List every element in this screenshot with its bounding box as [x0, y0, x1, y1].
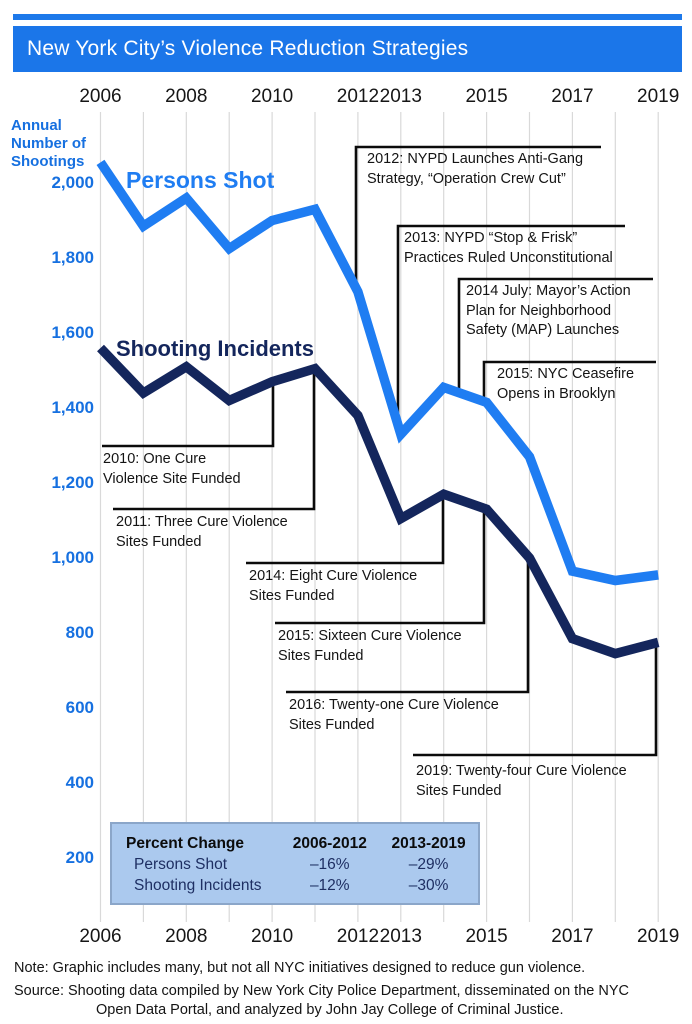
series-label-persons-shot: Persons Shot	[126, 167, 275, 193]
annotation-text-line: Practices Ruled Unconstitutional	[404, 249, 613, 266]
y-tick-2000: 2,000	[51, 173, 94, 192]
page-title: New York City’s Violence Reduction Strategies	[27, 37, 469, 60]
annotation-text-line: Sites Funded	[416, 782, 502, 799]
table-row	[112, 854, 478, 875]
table-header-label: Percent Change	[126, 834, 245, 852]
table-header-2013-2019: 2013-2019	[391, 834, 466, 852]
y-tick-800: 800	[65, 623, 94, 642]
annotation-text-line: 2013: NYPD “Stop & Frisk”	[404, 230, 578, 246]
table-row-label: Persons Shot	[134, 855, 228, 873]
annotation-text-line: Sites Funded	[278, 647, 364, 664]
annotation-2012-crew-cut	[367, 150, 583, 189]
annotation-text-line: 2016: Twenty-one Cure Violence	[289, 697, 499, 713]
percent-change-table	[110, 822, 480, 905]
annotation-text-line: Opens in Brooklyn	[497, 385, 616, 402]
y-axis-title: Annual Number of Shootings	[11, 117, 86, 170]
x-tick-top-2013: 2013	[379, 86, 422, 107]
annotation-2011-three-cure	[116, 513, 288, 552]
y-tick-1600: 1,600	[51, 323, 94, 342]
y-tick-1200: 1,200	[51, 473, 94, 492]
series-label-shooting-incidents: Shooting Incidents	[116, 336, 314, 361]
note-text: Note: Graphic includes many, but not all NYC initiatives designed to reduce gun violence.	[14, 960, 586, 976]
annotation-2014-map-launches	[466, 282, 631, 341]
x-tick-bottom-2019: 2019	[637, 926, 680, 947]
y-tick-200: 200	[65, 848, 94, 867]
table-row-label: Shooting Incidents	[134, 876, 262, 894]
x-tick-bottom-2015: 2015	[465, 926, 508, 947]
annotation-text-line: 2015: NYC Ceasefire	[497, 366, 635, 382]
x-tick-top-2017: 2017	[551, 86, 594, 107]
annotation-2015-sixteen-cure	[278, 627, 462, 666]
x-tick-bottom-2006: 2006	[79, 926, 122, 947]
x-tick-bottom-2010: 2010	[250, 926, 294, 947]
annotation-2013-stop-frisk	[404, 229, 613, 268]
annotation-2010-one-cure	[103, 450, 241, 489]
annotation-text-line: Plan for Neighborhood	[466, 302, 612, 319]
table-row	[112, 875, 478, 896]
x-tick-top-2006: 2006	[79, 86, 122, 107]
annotation-text-line: Strategy, “Operation Crew Cut”	[367, 170, 566, 187]
annotation-text-line: 2015: Sixteen Cure Violence	[278, 628, 462, 644]
y-tick-400: 400	[65, 773, 94, 792]
y-tick-1400: 1,400	[51, 398, 94, 417]
table-header-2006-2012: 2006-2012	[292, 834, 367, 852]
annotation-text-line: Safety (MAP) Launches	[466, 322, 620, 338]
table-cell: –29%	[408, 855, 449, 873]
x-tick-top-2012: 2012	[336, 86, 380, 107]
source-text-line1: Source: Shooting data compiled by New York City Police Department, disseminated on the NYC	[14, 983, 629, 999]
annotation-text-line: Sites Funded	[289, 716, 375, 733]
table-header-row	[112, 833, 478, 854]
x-tick-top-2019: 2019	[637, 86, 680, 107]
x-tick-top-2010: 2010	[250, 86, 294, 107]
annotation-text-line: Sites Funded	[249, 587, 335, 604]
x-tick-top-2015: 2015	[465, 86, 508, 107]
table-cell: –12%	[309, 876, 350, 894]
y-tick-600: 600	[65, 698, 94, 717]
annotation-text-line: 2012: NYPD Launches Anti-Gang	[367, 151, 584, 167]
annotation-2019-twentyfour-cure	[416, 762, 627, 801]
annotation-text-line: Violence Site Funded	[103, 470, 241, 487]
x-tick-top-2008: 2008	[165, 86, 208, 107]
annotation-text-line: 2019: Twenty-four Cure Violence	[416, 763, 627, 779]
y-tick-1000: 1,000	[51, 548, 94, 567]
x-tick-bottom-2013: 2013	[379, 926, 422, 947]
annotation-text-line: 2011: Three Cure Violence	[116, 514, 288, 530]
table-cell: –16%	[309, 855, 350, 873]
annotation-text-line: Sites Funded	[116, 533, 202, 550]
annotation-2016-twentyone-cure	[289, 696, 499, 735]
x-tick-bottom-2012: 2012	[336, 926, 380, 947]
x-tick-bottom-2008: 2008	[165, 926, 208, 947]
annotation-2015-ceasefire	[497, 365, 634, 404]
annotation-text-line: 2014: Eight Cure Violence	[249, 568, 418, 584]
annotation-2014-eight-cure	[249, 567, 417, 606]
y-tick-1800: 1,800	[51, 248, 94, 267]
annotation-text-line: 2010: One Cure	[103, 451, 207, 467]
x-tick-bottom-2017: 2017	[551, 926, 594, 947]
source-text-line2: Open Data Portal, and analyzed by John Jay College of Criminal Justice.	[96, 1002, 564, 1018]
annotation-text-line: 2014 July: Mayor’s Action	[466, 283, 631, 299]
table-cell: –30%	[408, 876, 449, 894]
